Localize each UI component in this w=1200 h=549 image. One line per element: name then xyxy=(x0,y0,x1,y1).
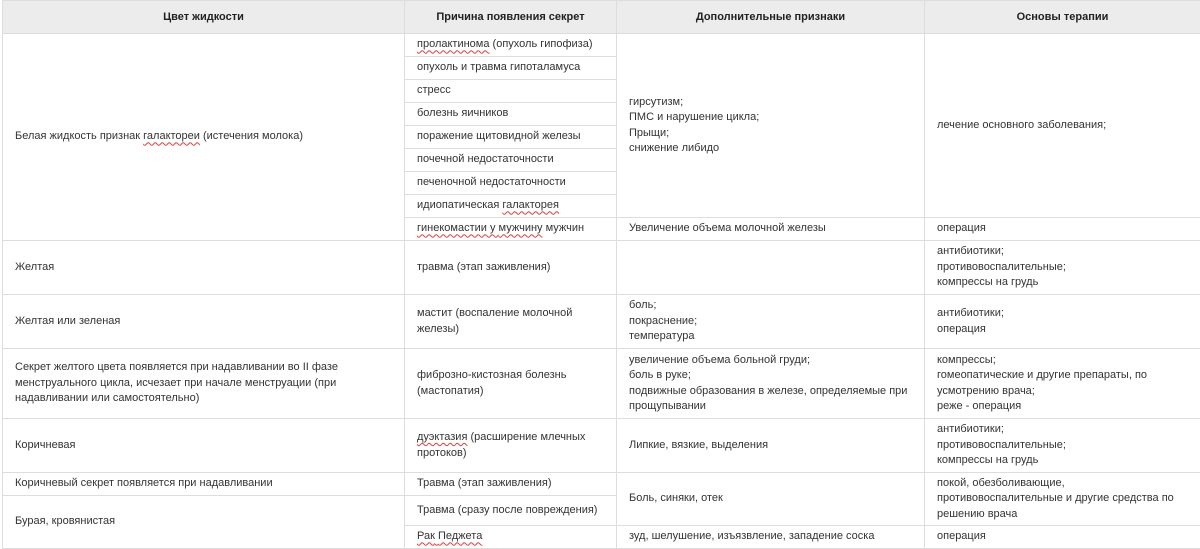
term-men: мужчину xyxy=(499,222,543,234)
signs-cell: боль; покраснение; температура xyxy=(617,295,925,349)
signs-cell: зуд, шелушение, изъязвление, западение соска xyxy=(617,526,925,549)
color-cell: Коричневый секрет появляется при надавливании xyxy=(3,473,405,496)
cause-cell: болезнь яичников xyxy=(405,103,617,126)
column-header-color: Цвет жидкости xyxy=(3,1,405,34)
cause-cell: печеночной недостаточности xyxy=(405,172,617,195)
therapy-cell-white: лечение основного заболевания; xyxy=(925,34,1200,218)
table-row xyxy=(3,473,1200,496)
signs-cell-trauma: Боль, синяки, отек xyxy=(617,473,925,526)
table-header-row xyxy=(3,1,1200,34)
table-row xyxy=(3,419,1200,473)
table-row xyxy=(3,34,1200,57)
table-row xyxy=(3,295,1200,349)
color-cell: Желтая или зеленая xyxy=(3,295,405,349)
cause-cell: опухоль и травма гипоталамуса xyxy=(405,57,617,80)
color-cell: Секрет желтого цвета появляется при надавливании во II фазе менструального цикла, исчезает при начале менструации (при надавливании или самостоятельно) xyxy=(3,349,405,419)
therapy-cell-trauma: покой, обезболивающие, противовоспалительные и другие средства по решению врача xyxy=(925,473,1200,526)
cause-cell: мастит (воспаление молочной железы) xyxy=(405,295,617,349)
therapy-cell: операция xyxy=(925,526,1200,549)
signs-cell: Увеличение объема молочной железы xyxy=(617,218,925,241)
cause-cell: почечной недостаточности xyxy=(405,149,617,172)
signs-cell-white: гирсутизм; ПМС и нарушение цикла; Прыщи; снижение либидо xyxy=(617,34,925,218)
cause-cell: Травма (сразу после повреждения) xyxy=(405,496,617,526)
therapy-cell: антибиотики; противовоспалительные; компрессы на грудь xyxy=(925,419,1200,473)
color-cell-bloody: Бурая, кровянистая xyxy=(3,496,405,549)
table-row xyxy=(3,241,1200,295)
term-paget: Педжета xyxy=(438,530,482,542)
cause-cell: идиопатическая галакторея xyxy=(405,195,617,218)
therapy-cell: операция xyxy=(925,218,1200,241)
term-galactorrhea: галактореи xyxy=(143,130,200,142)
cause-cell: стресс xyxy=(405,80,617,103)
column-header-signs: Дополнительные признаки xyxy=(617,1,925,34)
cause-cell: дуэктазия (расширение млечных протоков) xyxy=(405,419,617,473)
signs-cell xyxy=(617,241,925,295)
cause-cell: травма (этап заживления) xyxy=(405,241,617,295)
color-cell: Коричневая xyxy=(3,419,405,473)
term-prolactinoma: пролактинома xyxy=(417,38,489,50)
table-row xyxy=(3,349,1200,419)
therapy-cell: антибиотики; противовоспалительные; компрессы на грудь xyxy=(925,241,1200,295)
therapy-cell: компрессы; гомеопатические и другие препараты, по усмотрению врача; реже - операция xyxy=(925,349,1200,419)
signs-cell: Липкие, вязкие, выделения xyxy=(617,419,925,473)
discharge-table xyxy=(2,0,1200,549)
term-galactorrhea-idiopathic: галакторея xyxy=(502,199,559,211)
cause-cell: Травма (этап заживления) xyxy=(405,473,617,496)
term-cancer: Рак xyxy=(417,530,435,542)
signs-cell: увеличение объема больной груди; боль в руке; подвижные образования в железе, определяемые при прощупывании xyxy=(617,349,925,419)
term-gynecomastia: гинекомастии xyxy=(417,222,487,234)
column-header-therapy: Основы терапии xyxy=(925,1,1200,34)
cause-cell: поражение щитовидной железы xyxy=(405,126,617,149)
color-cell: Желтая xyxy=(3,241,405,295)
color-cell-white: Белая жидкость признак галактореи (истечения молока) xyxy=(3,34,405,241)
cause-cell: фиброзно-кистозная болезнь (мастопатия) xyxy=(405,349,617,419)
term-duct-ectasia: дуэктазия xyxy=(417,431,467,443)
column-header-cause: Причина появления секрет xyxy=(405,1,617,34)
cause-cell: пролактинома (опухоль гипофиза) xyxy=(405,34,617,57)
therapy-cell: антибиотики; операция xyxy=(925,295,1200,349)
cause-cell xyxy=(405,526,617,549)
cause-cell: гинекомастии у мужчину мужчин xyxy=(405,218,617,241)
